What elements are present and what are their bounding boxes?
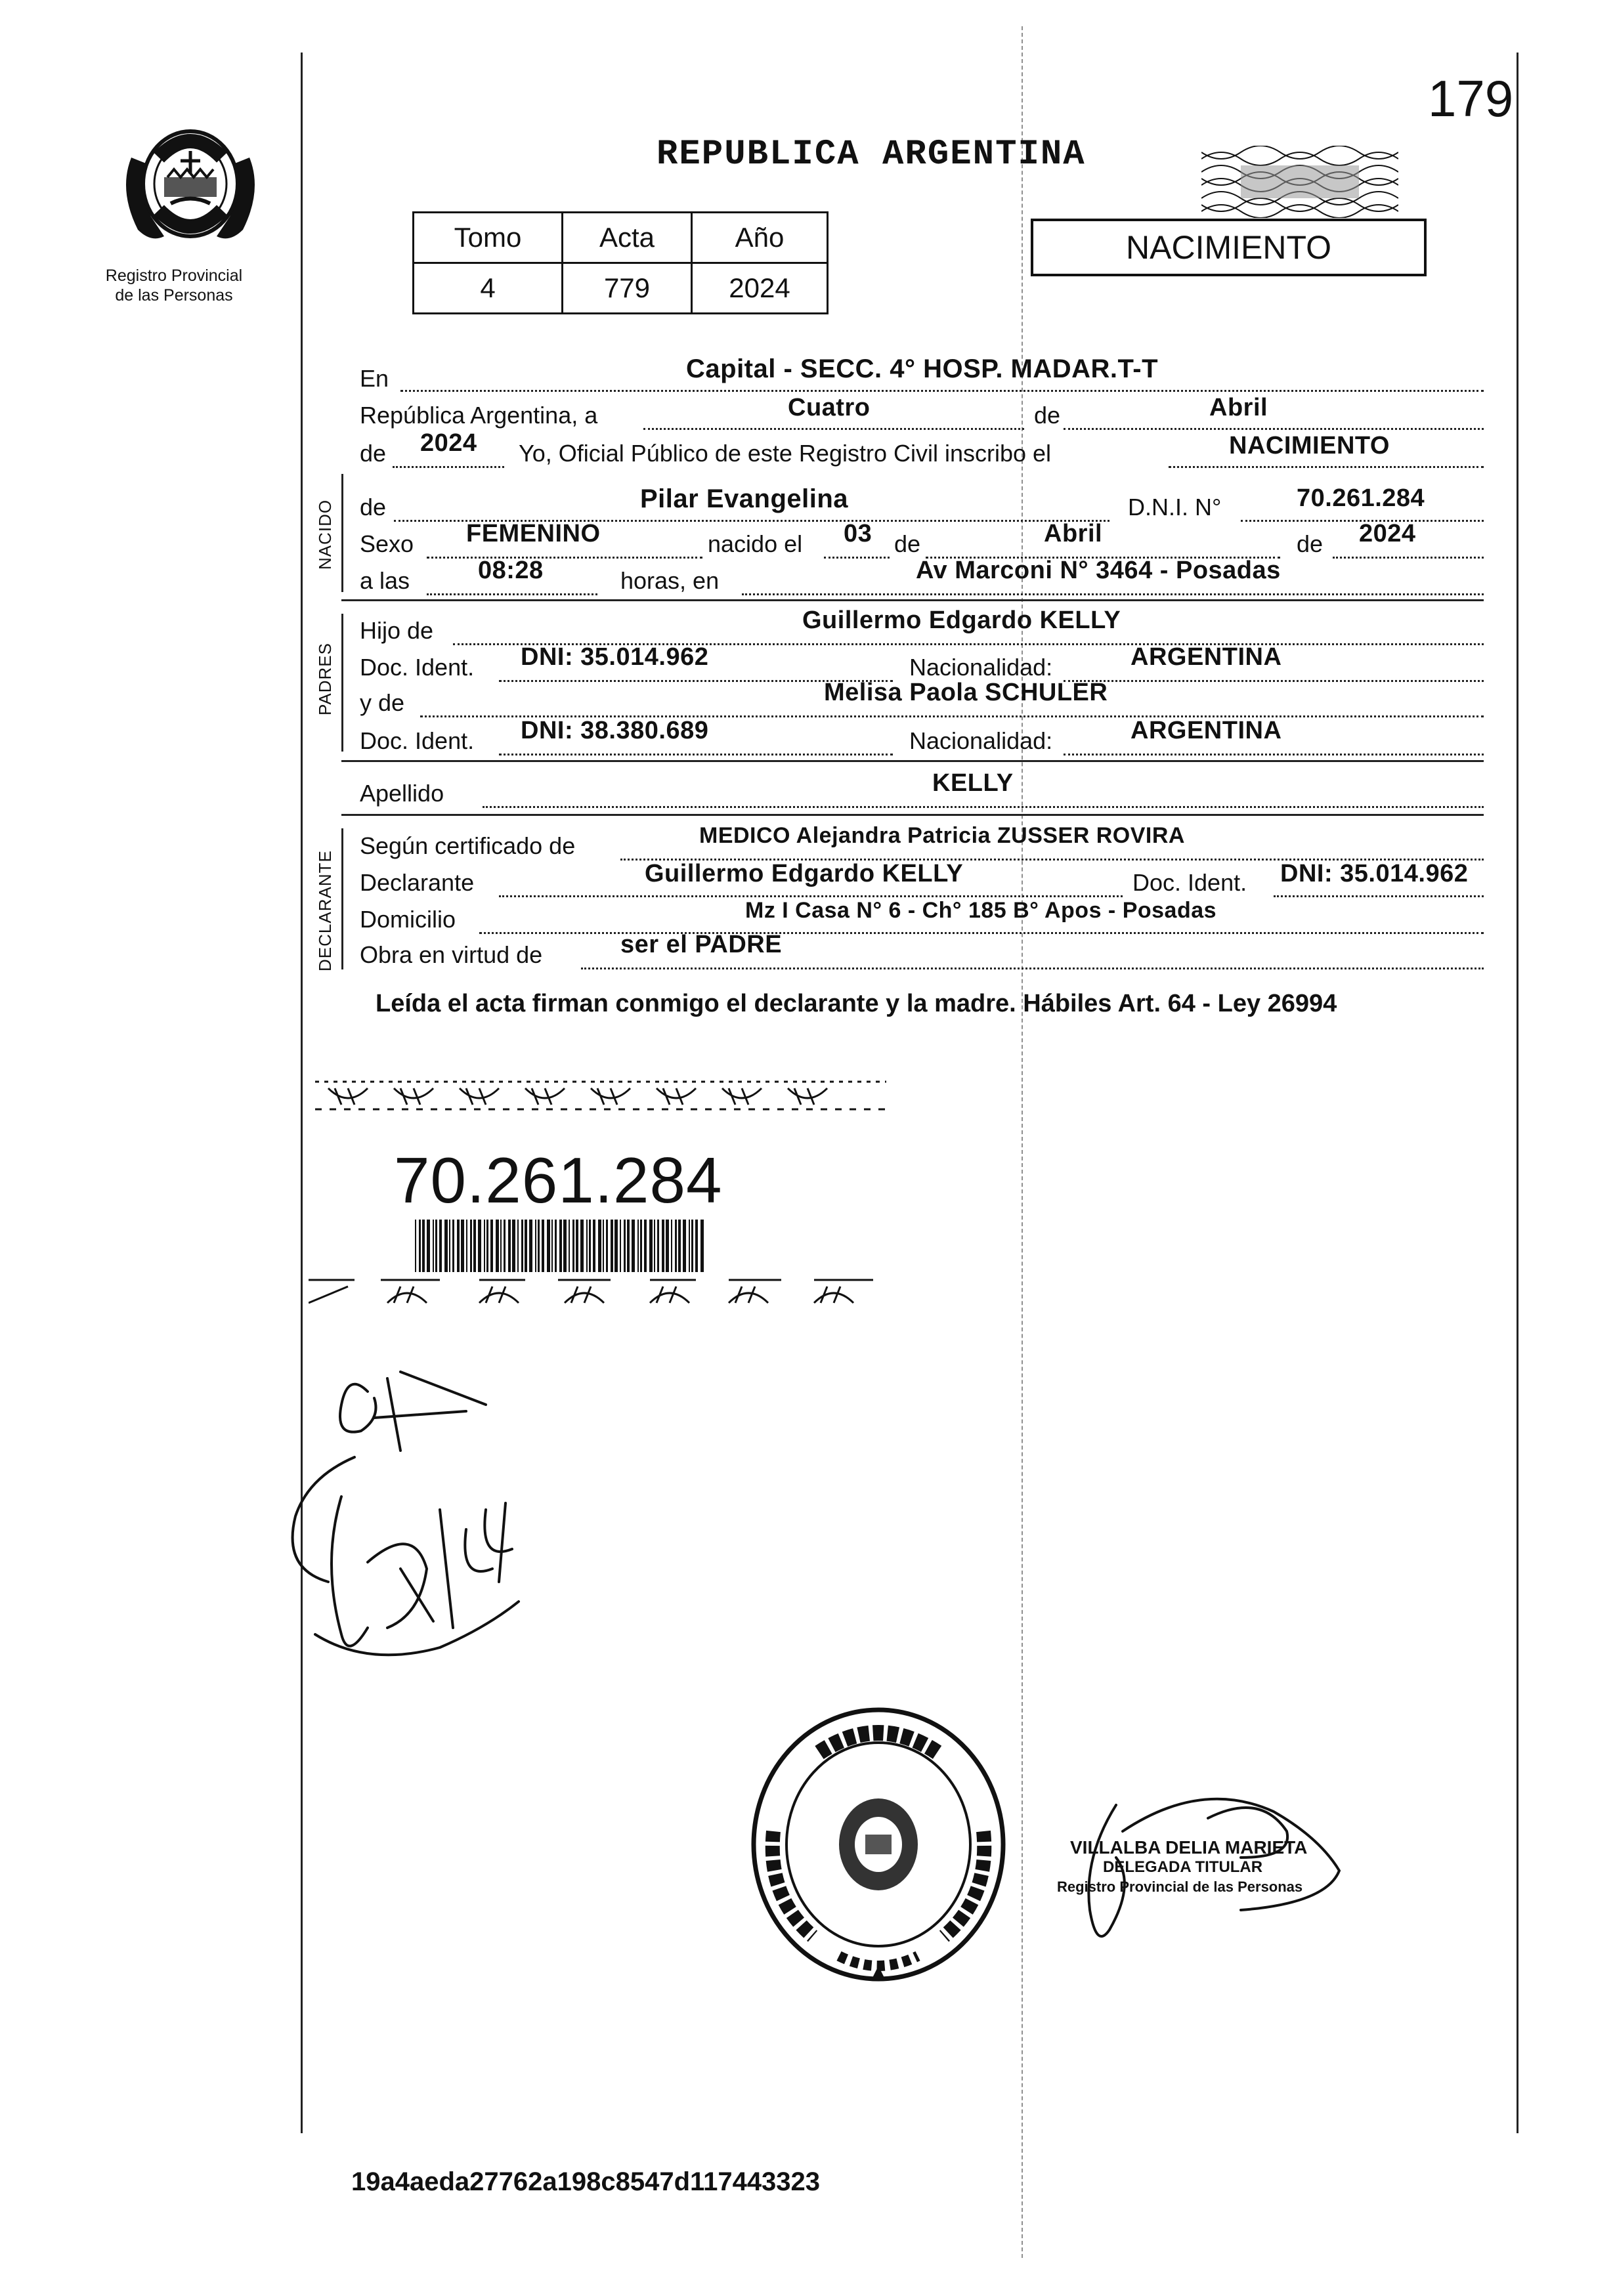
label-y-de: y de: [360, 689, 405, 716]
value-declarante-name: Guillermo Edgardo KELLY: [645, 860, 964, 887]
value-mother-doc: DNI: 38.380.689: [521, 717, 709, 744]
barcode-bar: [535, 1220, 536, 1272]
barcode-bar: [490, 1220, 493, 1272]
barcode-bar: [632, 1220, 635, 1272]
barcode-bar: [435, 1220, 437, 1272]
label-de-name: de: [360, 494, 387, 521]
value-birth-place: Av Marconi N° 3464 - Posadas: [916, 557, 1281, 584]
registry-label: Registro Provincial de las Personas: [105, 266, 243, 305]
barcode-bar: [598, 1220, 601, 1272]
barcode-bar: [649, 1220, 653, 1272]
label-republica: República Argentina, a: [360, 402, 598, 429]
barcode-bar: [700, 1220, 704, 1272]
barcode-bar: [689, 1220, 690, 1272]
label-nac-mother: Nacionalidad:: [909, 727, 1053, 754]
label-a-las: a las: [360, 567, 410, 594]
dots-birth-month: [926, 526, 1280, 559]
barcode-bar: [559, 1220, 562, 1272]
official-role: DELEGADA TITULAR: [1103, 1858, 1263, 1876]
closing-statement: Leída el acta firman conmigo el declarante y la madre. Hábiles Art. 64 - Ley 26994: [376, 990, 1337, 1017]
label-de-month: de: [1034, 402, 1061, 429]
value-birth-month: Abril: [1044, 520, 1103, 547]
barcode-bar: [473, 1220, 476, 1272]
record-table: [412, 211, 829, 314]
barcode-bar: [603, 1220, 604, 1272]
barcode-bar: [504, 1220, 506, 1272]
label-en: En: [360, 365, 389, 392]
barcode-bar: [563, 1220, 567, 1272]
barcode-bar: [678, 1220, 681, 1272]
divider-apellido: [341, 814, 1484, 816]
barcode-bar: [593, 1220, 595, 1272]
barcode-bar: [444, 1220, 448, 1272]
barcode-bar: [620, 1220, 621, 1272]
signature-declarante-icon: [269, 1352, 545, 1693]
barcode-bar: [576, 1220, 578, 1272]
section-label-nacido: NACIDO: [315, 499, 335, 570]
document-hash: 19a4aeda27762a198c8547d117443323: [351, 2167, 821, 2196]
barcode-bar: [496, 1220, 499, 1272]
value-domicilio: Mz I Casa N° 6 - Ch° 185 B° Apos - Posadas: [745, 898, 1217, 923]
barcode-bar: [419, 1220, 421, 1272]
bracket-padres: [341, 614, 343, 752]
value-child-name: Pilar Evangelina: [640, 484, 849, 513]
barcode-bar: [683, 1220, 686, 1272]
barcode-bar: [555, 1220, 557, 1272]
barcode-bar: [427, 1220, 430, 1272]
official-seal-icon: [741, 1700, 1016, 1989]
barcode-bar: [457, 1220, 460, 1272]
barcode-bar: [627, 1220, 630, 1272]
barcode-bar: [572, 1220, 574, 1272]
barcode-bar: [671, 1220, 672, 1272]
barcode-bar: [657, 1220, 659, 1272]
barcode: [412, 1220, 714, 1272]
barcode-bar: [449, 1220, 450, 1272]
barcode-bar: [466, 1220, 467, 1272]
barcode-bar: [644, 1220, 647, 1272]
divider-padres: [341, 760, 1484, 762]
barcode-bar: [611, 1220, 613, 1272]
label-dni: D.N.I. N°: [1128, 494, 1222, 521]
barcode-bar: [529, 1220, 532, 1272]
value-father: Guillermo Edgardo KELLY: [802, 606, 1121, 634]
divider-nacido: [341, 599, 1484, 601]
value-father-nationality: ARGENTINA: [1130, 643, 1282, 671]
barcode-bar: [662, 1220, 664, 1272]
barcode-bar: [484, 1220, 485, 1272]
label-domicilio: Domicilio: [360, 906, 456, 933]
value-sexo: FEMENINO: [466, 520, 601, 547]
label-horas-en: horas, en: [620, 567, 720, 594]
value-day-word: Cuatro: [788, 394, 871, 421]
record-type-box: NACIMIENTO: [1031, 219, 1427, 276]
label-de-birth-year: de: [1297, 530, 1324, 557]
official-round-seal: [741, 1700, 1016, 1989]
sticker-dni-number: 70.261.284: [394, 1144, 723, 1216]
table-header-acta: Acta: [563, 213, 692, 263]
bracket-nacido: [341, 474, 343, 592]
table-value-ano: 2024: [692, 263, 828, 314]
barcode-bar: [470, 1220, 472, 1272]
barcode-bar: [551, 1220, 553, 1272]
value-birth-day: 03: [844, 520, 872, 547]
barcode-bar: [695, 1220, 698, 1272]
barcode-bar: [478, 1220, 481, 1272]
barcode-bar: [580, 1220, 584, 1272]
right-margin-line: [1517, 53, 1518, 2133]
barcode-bar: [666, 1220, 669, 1272]
value-mother-nationality: ARGENTINA: [1130, 717, 1282, 744]
table-header-tomo: Tomo: [414, 213, 563, 263]
value-birth-year: 2024: [1359, 520, 1416, 547]
signature-declarante: [269, 1352, 545, 1693]
bracket-declarante: [341, 828, 343, 969]
page-title: REPUBLICA ARGENTINA: [657, 135, 1086, 175]
barcode-bar: [500, 1220, 502, 1272]
value-certificate: MEDICO Alejandra Patricia ZUSSER ROVIRA: [699, 823, 1185, 848]
table-value-acta: 779: [563, 263, 692, 314]
barcode-bar: [586, 1220, 588, 1272]
dots-month: [1064, 398, 1484, 430]
label-segun: Según certificado de: [360, 832, 576, 859]
value-child-dni: 70.261.284: [1297, 484, 1425, 512]
barcode-bar: [521, 1220, 523, 1272]
value-obra: ser el PADRE: [620, 931, 783, 958]
official-stamp-text: [1057, 1838, 1307, 1897]
official-name: VILLALBA DELIA MARIETA: [1070, 1837, 1308, 1858]
record-table-value-row: [414, 263, 828, 314]
hologram-icon: [1201, 146, 1398, 218]
barcode-bar: [439, 1220, 442, 1272]
barcode-bar: [547, 1220, 550, 1272]
value-mother: Melisa Paola SCHULER: [824, 679, 1108, 706]
province-seal-logo: [112, 112, 269, 263]
sticker-top-border: [309, 1069, 899, 1118]
label-nacido-el: nacido el: [708, 530, 803, 557]
barcode-bar: [525, 1220, 527, 1272]
barcode-bar: [691, 1220, 693, 1272]
value-declarante-doc: DNI: 35.014.962: [1280, 860, 1469, 887]
table-header-ano: Año: [692, 213, 828, 263]
section-label-declarante: DECLARANTE: [315, 850, 335, 971]
barcode-bar: [606, 1220, 608, 1272]
label-doc-mother: Doc. Ident.: [360, 727, 475, 754]
label-doc-declarante: Doc. Ident.: [1132, 869, 1247, 896]
barcode-bar: [624, 1220, 626, 1272]
value-place: Capital - SECC. 4° HOSP. MADAR.T-T: [686, 354, 1159, 383]
label-de-birth-month: de: [894, 530, 921, 557]
value-year: 2024: [420, 429, 477, 457]
barcode-bar: [486, 1220, 488, 1272]
value-father-doc: DNI: 35.014.962: [521, 643, 709, 671]
barcode-bar: [569, 1220, 570, 1272]
label-hijo-de: Hijo de: [360, 617, 434, 644]
value-month: Abril: [1209, 394, 1268, 421]
sticker-bottom-border: [309, 1273, 899, 1313]
barcode-bar: [415, 1220, 416, 1272]
barcode-bar: [517, 1220, 519, 1272]
sticker-border-bottom-pattern-icon: [309, 1273, 899, 1313]
barcode-bar: [542, 1220, 544, 1272]
label-oficial-text: Yo, Oficial Público de este Registro Civil inscribo el: [519, 440, 1052, 467]
barcode-bar: [508, 1220, 511, 1272]
security-hologram: [1201, 146, 1398, 218]
official-office: Registro Provincial de las Personas: [1057, 1879, 1303, 1895]
label-sexo: Sexo: [360, 530, 414, 557]
left-margin-line: [301, 53, 303, 2133]
label-declarante: Declarante: [360, 869, 475, 896]
barcode-bar: [637, 1220, 639, 1272]
barcode-bar: [589, 1220, 591, 1272]
table-value-tomo: 4: [414, 263, 563, 314]
barcode-bar: [512, 1220, 515, 1272]
barcode-bar: [461, 1220, 464, 1272]
label-nac-father: Nacionalidad:: [909, 654, 1053, 681]
label-de-year: de: [360, 440, 387, 467]
barcode-icon: [412, 1220, 714, 1272]
barcode-bar: [422, 1220, 425, 1272]
barcode-bar: [654, 1220, 655, 1272]
value-inscription: NACIMIENTO: [1229, 432, 1390, 459]
record-table-header-row: [414, 213, 828, 263]
barcode-bar: [433, 1220, 434, 1272]
barcode-bar: [452, 1220, 454, 1272]
label-doc-father: Doc. Ident.: [360, 654, 475, 681]
province-seal-icon: [112, 112, 269, 263]
page-number: 179: [1428, 70, 1514, 127]
barcode-bar: [538, 1220, 540, 1272]
barcode-bar: [640, 1220, 642, 1272]
label-obra: Obra en virtud de: [360, 941, 543, 968]
barcode-bar: [675, 1220, 677, 1272]
barcode-bar: [614, 1220, 618, 1272]
value-apellido: KELLY: [932, 769, 1014, 797]
sticker-border-pattern-icon: [309, 1069, 899, 1118]
value-time: 08:28: [478, 557, 544, 584]
label-apellido: Apellido: [360, 780, 444, 807]
section-label-padres: PADRES: [315, 643, 335, 715]
